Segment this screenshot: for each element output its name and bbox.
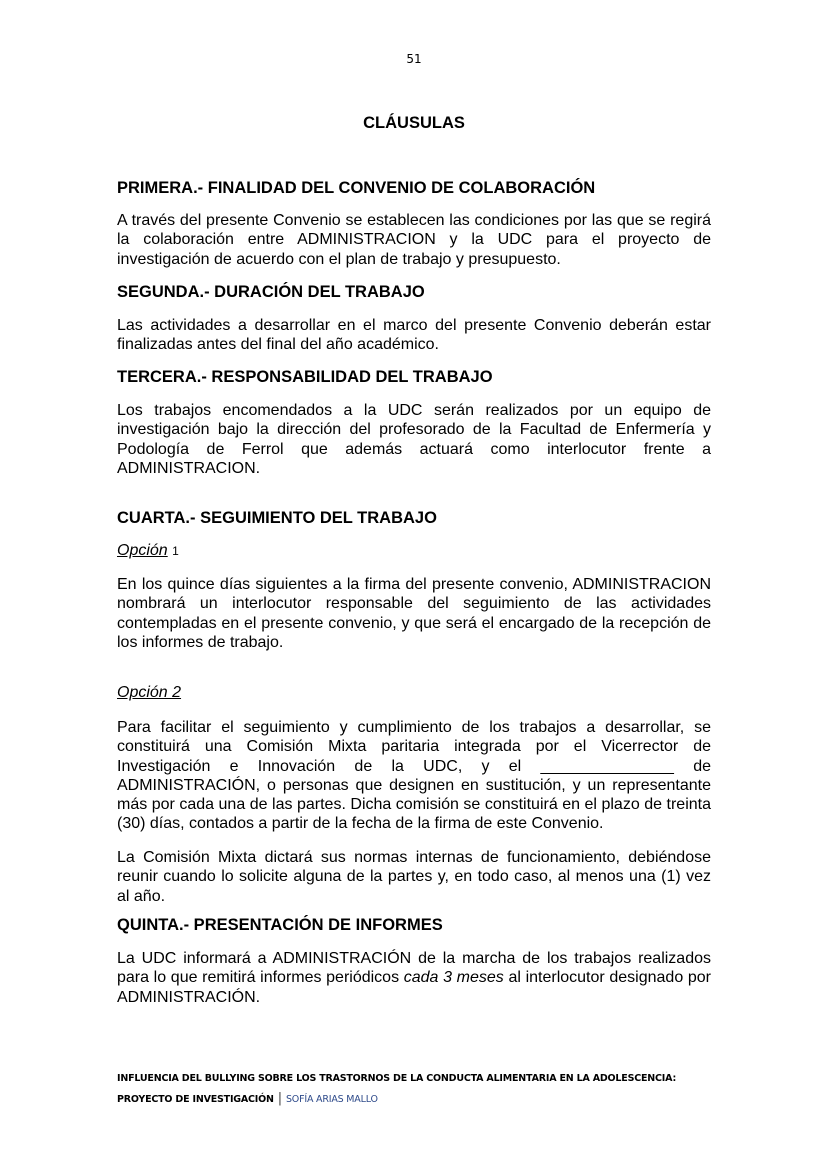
option-2-word: Opción 2 — [117, 684, 182, 701]
quinta-text-2: al interlocutor designado por ADMINISTRACIÓN. — [117, 969, 712, 1006]
paragraph-option-1: En los quince días siguientes a la firma del presente convenio, ADMINISTRACION nombrará un interlocutor responsable del seguimiento de las actividades contempladas en el presente convenio, y que será el encargado de la recepción de los informes de trabajo. — [117, 576, 711, 651]
option-1-label — [117, 541, 711, 561]
paragraph-segunda: Las actividades a desarrollar en el marco del presente Convenio deberán estar finalizadas antes del final del año académico. — [117, 317, 711, 354]
footer-separator: | — [277, 1091, 282, 1106]
option-2-label — [117, 683, 711, 702]
heading-tercera: TERCERA.- RESPONSABILIDAD DEL TRABAJO — [117, 368, 493, 386]
footer-title: INFLUENCIA DEL BULLYING SOBRE LOS TRASTORNOS DE LA CONDUCTA ALIMENTARIA EN LA ADOLESCENCIA: — [117, 1073, 677, 1084]
heading-primera: PRIMERA.- FINALIDAD DEL CONVENIO DE COLABORACIÓN — [117, 179, 596, 197]
heading-segunda: SEGUNDA.- DURACIÓN DEL TRABAJO — [117, 283, 425, 301]
paragraph-option-2: Para facilitar el seguimiento y cumplimiento de los trabajos a desarrollar, se constituirá una Comisión Mixta paritaria integrada por el Vicerrector de Investigación e Innovación de la UDC, y el _______________ de ADMINISTRACIÓN, o personas que designen en sustitución, y un representante más por cada una de las partes. Dicha comisión se constituirá en el plazo de treinta (30) días, contados a partir de la fecha de la firma de este Convenio. — [117, 719, 711, 833]
paragraph-tercera: Los trabajos encomendados a la UDC serán realizados por un equipo de investigación bajo la dirección del profesorado de la Facultad de Enfermería y Podología de Ferrol que además actuará como interlocutor frente a ADMINISTRACION. — [117, 402, 711, 477]
option-1-number: 1 — [172, 544, 179, 558]
paragraph-quinta — [117, 949, 711, 1007]
option-1-word: Opción — [117, 542, 168, 559]
page-number: 51 — [406, 52, 422, 66]
footer-subtitle: PROYECTO DE INVESTIGACIÓN — [117, 1094, 274, 1105]
paragraph-option-2-b: La Comisión Mixta dictará sus normas internas de funcionamiento, debiéndose reunir cuando lo solicite alguna de la partes y, en todo caso, al menos una (1) vez al año. — [117, 849, 711, 905]
heading-quinta: QUINTA.- PRESENTACIÓN DE INFORMES — [117, 916, 443, 934]
page-title: CLÁUSULAS — [363, 114, 465, 132]
footer-author: SOFÍA ARIAS MALLO — [285, 1094, 378, 1105]
footer-line2 — [117, 1091, 378, 1106]
quinta-italic: cada 3 meses — [403, 969, 504, 987]
quinta-text-1: La UDC informará a ADMINISTRACIÓN de la marcha de los trabajos realizados para lo que remitirá informes periódicos — [117, 950, 711, 987]
paragraph-primera: A través del presente Convenio se establecen las condiciones por las que se regirá la colaboración entre ADMINISTRACION y la UDC para el proyecto de investigación de acuerdo con el plan de trabajo y presupuesto. — [117, 212, 711, 268]
heading-cuarta: CUARTA.- SEGUIMIENTO DEL TRABAJO — [117, 509, 437, 527]
